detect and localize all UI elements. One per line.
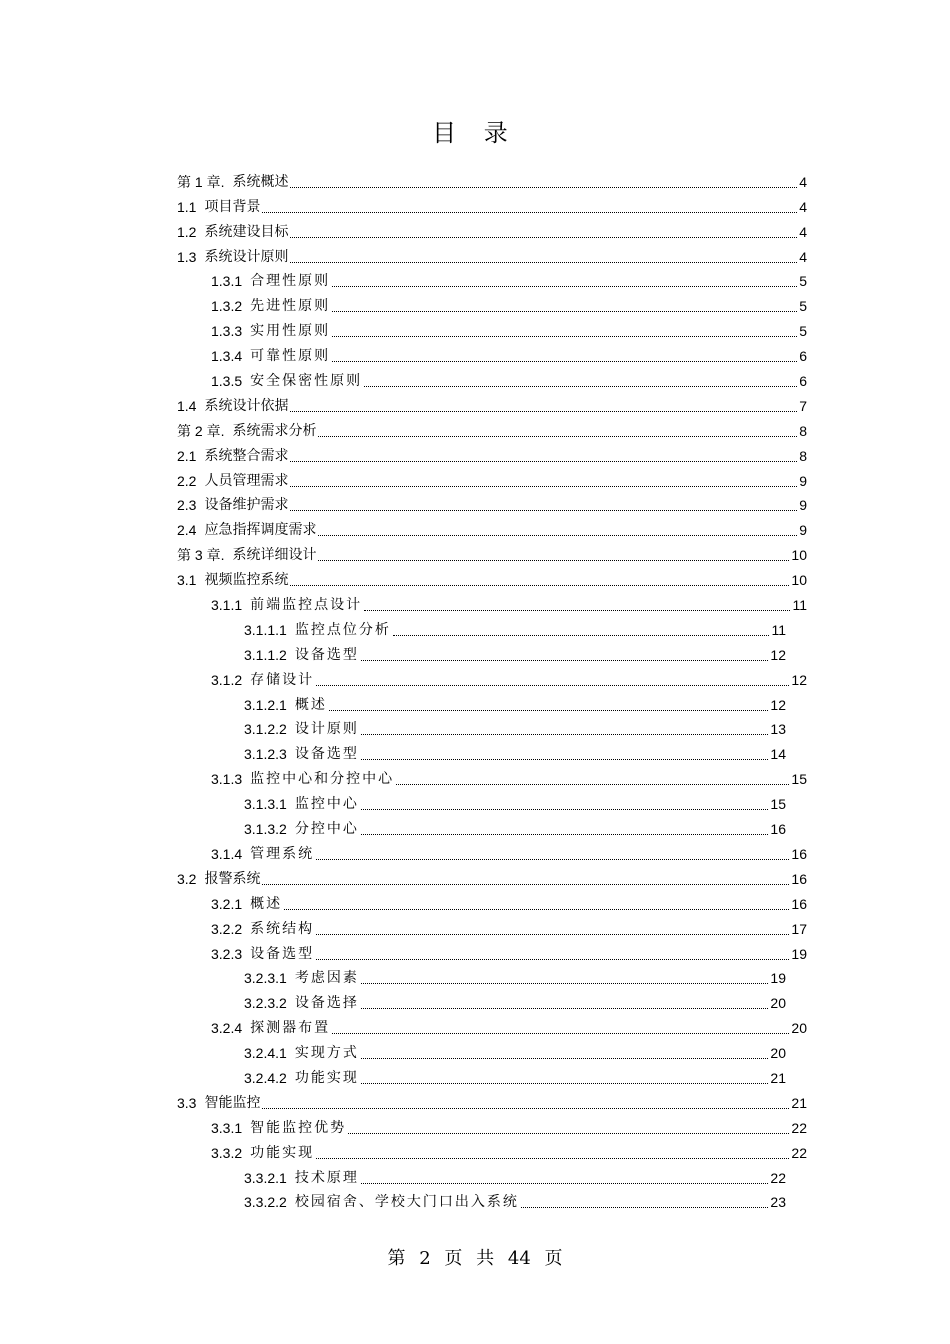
toc-entry[interactable] (177, 266, 807, 291)
toc-entry-page: 5 (799, 273, 807, 290)
toc-entry[interactable] (177, 465, 807, 490)
toc-entry-title: 系统结构 (250, 920, 315, 937)
toc-dot-leader (332, 286, 797, 287)
toc-entry[interactable] (177, 763, 807, 788)
toc-entry-title: 系统设计依据 (204, 397, 289, 414)
toc-entry-number: 3.3 (177, 1094, 197, 1111)
toc-entry-number: 1.3.1 (211, 273, 243, 290)
toc-entry-number: 2.2 (177, 472, 197, 489)
toc-entry-number: 第 3 章. (177, 547, 225, 564)
toc-entry-page: 8 (799, 447, 807, 464)
toc-entry-number: 3.3.2 (211, 1144, 243, 1161)
toc-entry[interactable] (177, 639, 786, 664)
toc-entry-page: 15 (770, 796, 786, 813)
toc-dot-leader (348, 1133, 789, 1134)
footer-total-word: 共 (476, 1248, 495, 1269)
toc-entry-number: 1.1 (177, 198, 197, 215)
toc-entry[interactable] (177, 1187, 786, 1212)
page-footer (0, 1247, 950, 1271)
toc-dot-leader (316, 1158, 789, 1159)
toc-dot-leader (318, 436, 797, 437)
toc-entry[interactable] (177, 216, 807, 241)
toc-entry-page: 19 (791, 945, 807, 962)
toc-entry-number: 1.3.4 (211, 348, 243, 365)
footer-total-pages: 44 (507, 1248, 531, 1269)
toc-dot-leader (361, 834, 769, 835)
toc-dot-leader (361, 1008, 769, 1009)
toc-entry[interactable] (177, 1087, 807, 1112)
toc-dot-leader (361, 660, 769, 661)
toc-dot-leader (361, 1083, 769, 1084)
toc-entry-page: 14 (770, 746, 786, 763)
toc-dot-leader (284, 909, 789, 910)
toc-entry-title: 视频监控系统 (204, 572, 289, 589)
toc-entry-page: 10 (791, 572, 807, 589)
toc-entry-page: 22 (770, 1169, 786, 1186)
toc-entry-page: 21 (770, 1069, 786, 1086)
toc-entry-page: 23 (770, 1194, 786, 1211)
toc-entry-title: 前端监控点设计 (250, 597, 363, 614)
toc-entry-number: 3.1 (177, 572, 197, 589)
toc-entry-number: 3.3.2.2 (244, 1194, 287, 1211)
toc-dot-leader (361, 1183, 769, 1184)
toc-entry-title: 系统整合需求 (204, 447, 289, 464)
toc-entry[interactable] (177, 614, 786, 639)
toc-entry-title: 设备选型 (294, 746, 359, 763)
toc-dot-leader (290, 262, 797, 263)
footer-page-word: 页 (444, 1248, 463, 1269)
toc-entry[interactable] (177, 191, 807, 216)
toc-entry[interactable] (177, 415, 807, 440)
toc-entry-number: 2.4 (177, 522, 197, 539)
toc-entry-title: 项目背景 (204, 198, 261, 215)
table-of-contents (177, 166, 807, 1211)
toc-entry-title: 监控中心和分控中心 (250, 771, 395, 788)
toc-dot-leader (316, 959, 789, 960)
toc-dot-leader (396, 784, 789, 785)
toc-entry-page: 6 (799, 373, 807, 390)
toc-entry[interactable] (177, 166, 807, 191)
footer-prefix: 第 (387, 1248, 406, 1269)
toc-entry-page: 16 (791, 845, 807, 862)
toc-entry-page: 5 (799, 298, 807, 315)
toc-entry-title: 功能实现 (250, 1144, 315, 1161)
toc-entry-number: 3.2.3 (211, 945, 243, 962)
toc-entry-number: 1.3.2 (211, 298, 243, 315)
toc-entry-title: 管理系统 (250, 845, 315, 862)
toc-entry-page: 20 (791, 1020, 807, 1037)
toc-entry[interactable] (177, 888, 807, 913)
toc-entry-page: 20 (770, 1045, 786, 1062)
toc-entry-page: 16 (770, 821, 786, 838)
toc-dot-leader (332, 1033, 789, 1034)
toc-entry-page: 19 (770, 970, 786, 987)
toc-entry-number: 3.2.4.1 (244, 1045, 287, 1062)
toc-entry[interactable] (177, 564, 807, 589)
toc-entry[interactable] (177, 664, 807, 689)
toc-dot-leader (316, 685, 789, 686)
toc-entry-number: 3.2.4 (211, 1020, 243, 1037)
toc-entry[interactable] (177, 1012, 807, 1037)
toc-entry-number: 3.2.4.2 (244, 1069, 287, 1086)
toc-entry-number: 1.3.5 (211, 373, 243, 390)
toc-entry-title: 设备选型 (250, 945, 315, 962)
toc-entry-number: 3.2.2 (211, 920, 243, 937)
toc-entry[interactable] (177, 1137, 807, 1162)
toc-entry-number: 3.2.3.1 (244, 970, 287, 987)
toc-entry-page: 22 (791, 1144, 807, 1161)
toc-entry-page: 16 (791, 870, 807, 887)
toc-entry[interactable] (177, 1037, 786, 1062)
toc-entry-page: 10 (791, 547, 807, 564)
toc-entry-title: 系统设计原则 (204, 248, 289, 265)
toc-entry-title: 人员管理需求 (204, 472, 289, 489)
toc-entry-page: 6 (799, 348, 807, 365)
toc-dot-leader (521, 1207, 769, 1208)
toc-dot-leader (361, 759, 769, 760)
toc-entry-title: 应急指挥调度需求 (204, 522, 317, 539)
toc-entry[interactable] (177, 838, 807, 863)
toc-entry-number: 3.1.2.2 (244, 721, 287, 738)
toc-entry[interactable] (177, 390, 807, 415)
toc-entry-title: 概述 (250, 895, 283, 912)
toc-entry-page: 9 (799, 522, 807, 539)
toc-entry-number: 1.2 (177, 223, 197, 240)
toc-entry-number: 3.1.3.1 (244, 796, 287, 813)
toc-dot-leader (332, 311, 797, 312)
toc-entry-title: 合理性原则 (250, 273, 331, 290)
toc-entry-title: 先进性原则 (250, 298, 331, 315)
toc-dot-leader (290, 187, 797, 188)
toc-entry-title: 系统详细设计 (232, 547, 317, 564)
toc-entry[interactable] (177, 738, 786, 763)
toc-entry-title: 分控中心 (294, 821, 359, 838)
toc-entry[interactable] (177, 490, 807, 515)
toc-entry-page: 22 (791, 1119, 807, 1136)
toc-entry-page: 15 (791, 771, 807, 788)
toc-dot-leader (318, 560, 789, 561)
toc-entry-title: 系统建设目标 (204, 223, 289, 240)
toc-entry-title: 实现方式 (294, 1045, 359, 1062)
toc-entry-page: 21 (791, 1094, 807, 1111)
toc-entry-number: 3.1.1.2 (244, 646, 287, 663)
toc-dot-leader (361, 809, 769, 810)
toc-entry[interactable] (177, 440, 807, 465)
toc-entry[interactable] (177, 714, 786, 739)
toc-entry[interactable] (177, 589, 807, 614)
toc-entry-page: 9 (799, 497, 807, 514)
toc-dot-leader (318, 535, 797, 536)
toc-dot-leader (290, 461, 797, 462)
toc-entry[interactable] (177, 514, 807, 539)
toc-dot-leader (361, 734, 769, 735)
toc-entry-number: 3.1.3 (211, 771, 243, 788)
toc-dot-leader (364, 610, 790, 611)
toc-dot-leader (329, 710, 769, 711)
toc-entry[interactable] (177, 913, 807, 938)
toc-entry-title: 监控点位分析 (294, 621, 391, 638)
toc-entry-page: 16 (791, 895, 807, 912)
toc-entry-page: 11 (771, 621, 786, 638)
toc-entry-number: 3.1.2 (211, 671, 243, 688)
toc-entry-number: 2.1 (177, 447, 197, 464)
toc-entry-number: 3.3.2.1 (244, 1169, 287, 1186)
toc-dot-leader (290, 411, 797, 412)
toc-entry-page: 17 (791, 920, 807, 937)
toc-entry[interactable] (177, 365, 807, 390)
toc-entry-page: 4 (799, 248, 807, 265)
footer-suffix: 页 (544, 1248, 563, 1269)
toc-entry-page: 4 (799, 198, 807, 215)
toc-entry-number: 1.4 (177, 397, 197, 414)
toc-entry-title: 智能监控优势 (250, 1119, 347, 1136)
toc-entry-page: 12 (770, 646, 786, 663)
toc-dot-leader (290, 585, 789, 586)
toc-entry-title: 实用性原则 (250, 323, 331, 340)
toc-entry-page: 11 (792, 597, 807, 614)
toc-entry-title: 设备选型 (294, 646, 359, 663)
toc-entry-title: 校园宿舍、学校大门口出入系统 (294, 1194, 519, 1211)
toc-dot-leader (290, 510, 797, 511)
footer-current-page: 2 (419, 1248, 431, 1269)
toc-entry-number: 3.1.2.3 (244, 746, 287, 763)
toc-dot-leader (361, 983, 769, 984)
toc-dot-leader (262, 212, 797, 213)
toc-entry-title: 技术原理 (294, 1169, 359, 1186)
toc-dot-leader (262, 1108, 789, 1109)
toc-entry[interactable] (177, 340, 807, 365)
toc-entry[interactable] (177, 788, 786, 813)
toc-entry-page: 5 (799, 323, 807, 340)
toc-entry-number: 3.2.3.2 (244, 995, 287, 1012)
toc-entry[interactable] (177, 539, 807, 564)
toc-entry-page: 7 (799, 397, 807, 414)
toc-dot-leader (290, 237, 797, 238)
toc-entry-number: 3.1.1 (211, 597, 243, 614)
toc-entry-number: 2.3 (177, 497, 197, 514)
toc-entry-page: 12 (770, 696, 786, 713)
toc-entry-title: 安全保密性原则 (250, 373, 363, 390)
toc-entry-number: 1.3 (177, 248, 197, 265)
toc-entry-title: 智能监控 (204, 1094, 261, 1111)
toc-entry-page: 20 (770, 995, 786, 1012)
toc-dot-leader (332, 361, 797, 362)
toc-entry[interactable] (177, 1162, 786, 1187)
toc-entry[interactable] (177, 315, 807, 340)
toc-entry-number: 3.1.3.2 (244, 821, 287, 838)
toc-entry-title: 可靠性原则 (250, 348, 331, 365)
toc-entry-title: 存储设计 (250, 671, 315, 688)
toc-entry-page: 8 (799, 422, 807, 439)
toc-entry[interactable] (177, 813, 786, 838)
toc-entry[interactable] (177, 290, 807, 315)
toc-entry[interactable] (177, 241, 807, 266)
toc-entry-title: 考虑因素 (294, 970, 359, 987)
toc-entry-page: 9 (799, 472, 807, 489)
toc-entry-number: 3.1.1.1 (244, 621, 287, 638)
toc-entry-page: 4 (799, 173, 807, 190)
toc-dot-leader (332, 336, 797, 337)
toc-entry-title: 设计原则 (294, 721, 359, 738)
toc-entry-title: 设备维护需求 (204, 497, 289, 514)
toc-entry-title: 探测器布置 (250, 1020, 331, 1037)
toc-dot-leader (393, 635, 770, 636)
toc-entry[interactable] (177, 689, 786, 714)
toc-entry-title: 系统概述 (232, 173, 289, 190)
toc-entry-title: 概述 (294, 696, 327, 713)
toc-title: 目 录 (432, 119, 518, 147)
toc-entry-number: 3.2.1 (211, 895, 243, 912)
toc-dot-leader (290, 486, 797, 487)
toc-entry-number: 1.3.3 (211, 323, 243, 340)
toc-dot-leader (262, 884, 789, 885)
toc-entry[interactable] (177, 987, 786, 1012)
toc-entry-page: 12 (791, 671, 807, 688)
toc-entry-title: 设备选择 (294, 995, 359, 1012)
toc-dot-leader (316, 934, 789, 935)
toc-entry-number: 3.2 (177, 870, 197, 887)
toc-entry-number: 第 1 章. (177, 173, 225, 190)
toc-dot-leader (364, 386, 797, 387)
toc-entry[interactable] (177, 863, 807, 888)
toc-entry-title: 监控中心 (294, 796, 359, 813)
toc-entry-page: 13 (770, 721, 786, 738)
toc-entry-title: 系统需求分析 (232, 422, 317, 439)
toc-entry-page: 4 (799, 223, 807, 240)
toc-dot-leader (361, 1058, 769, 1059)
toc-entry[interactable] (177, 1062, 786, 1087)
toc-entry-title: 报警系统 (204, 870, 261, 887)
toc-entry-number: 3.1.4 (211, 845, 243, 862)
toc-entry-number: 3.3.1 (211, 1119, 243, 1136)
toc-entry[interactable] (177, 1112, 807, 1137)
toc-entry[interactable] (177, 963, 786, 988)
toc-entry-number: 3.1.2.1 (244, 696, 287, 713)
toc-entry-title: 功能实现 (294, 1069, 359, 1086)
toc-dot-leader (316, 859, 789, 860)
toc-entry[interactable] (177, 938, 807, 963)
toc-entry-number: 第 2 章. (177, 422, 225, 439)
